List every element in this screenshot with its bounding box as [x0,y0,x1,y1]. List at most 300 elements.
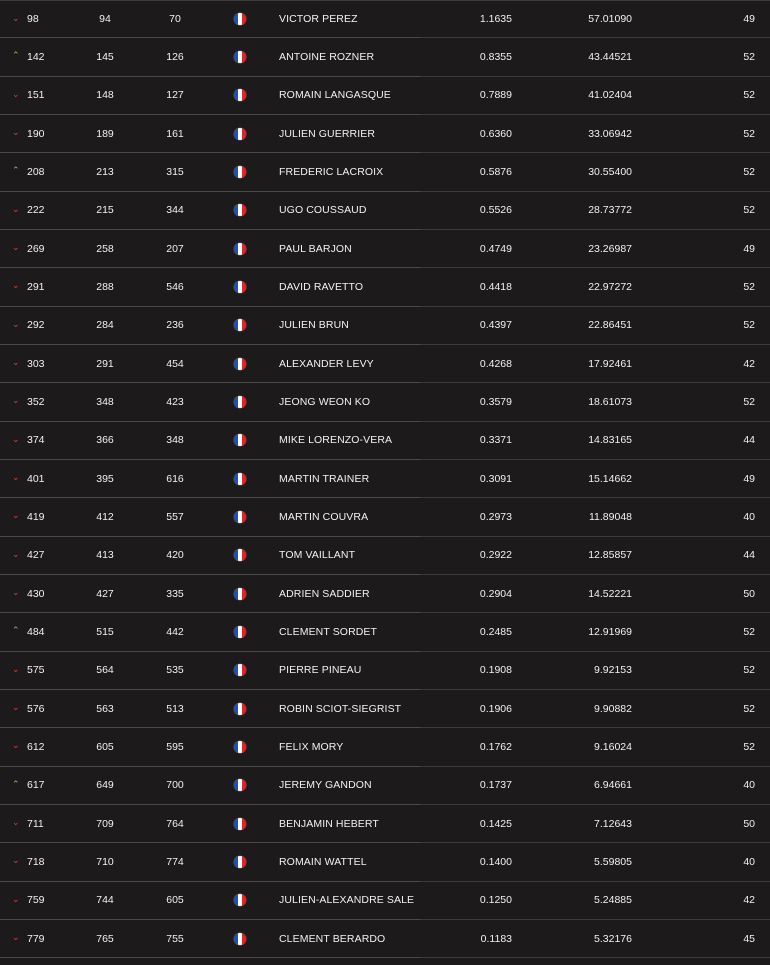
average-points: 0.2973 [479,510,512,523]
rank-cell [12,882,72,919]
rank-value: 576 [27,702,45,715]
total-points: 9.92153 [594,664,632,677]
average-points: 0.4418 [479,280,512,293]
france-flag-icon [234,473,246,485]
table-row[interactable] [0,843,770,881]
events-played: 49 [743,242,755,255]
flag-cell [232,307,248,344]
france-flag-icon [234,588,246,600]
france-flag-icon [234,856,246,868]
france-flag-icon [234,243,246,255]
france-flag-icon [234,204,246,216]
start-rank: 315 [166,165,184,178]
rank-value: 291 [27,280,45,293]
previous-rank: 94 [99,13,111,26]
rank-value: 427 [27,549,45,562]
table-row[interactable] [0,690,770,728]
previous-rank: 605 [96,740,114,753]
france-flag-icon [234,933,246,945]
rank-cell [12,345,72,382]
previous-rank: 366 [96,434,114,447]
events-played: 44 [743,434,755,447]
previous-rank: 284 [96,319,114,332]
previous-rank: 145 [96,50,114,63]
flag-cell [232,345,248,382]
chevron-down-icon: ⌄ [12,358,20,369]
start-rank: 755 [166,932,184,945]
rank-cell [12,1,72,37]
average-points: 0.6360 [479,127,512,140]
table-row[interactable] [0,268,770,306]
player-name-link[interactable]: UGO COUSSAUD [279,204,367,217]
previous-rank: 413 [96,549,114,562]
table-row[interactable] [0,153,770,191]
total-points: 17.92461 [588,357,632,370]
player-name-link[interactable]: JULIEN GUERRIER [279,127,376,140]
rank-cell [12,843,72,880]
rank-cell [12,153,72,190]
france-flag-icon [234,13,246,25]
total-points: 22.86451 [588,319,632,332]
player-name-link[interactable]: JEREMY GANDON [279,779,372,792]
rank-cell [12,613,72,650]
rank-cell [12,575,72,612]
rank-cell [12,307,72,344]
events-played: 49 [743,472,755,485]
player-name-link[interactable]: DAVID RAVETTO [279,280,364,293]
start-rank: 207 [166,242,184,255]
previous-rank: 765 [96,932,114,945]
rank-value: 484 [27,625,45,638]
player-name-link[interactable]: ALEXANDER LEVY [279,357,374,370]
rank-cell [12,460,72,497]
total-points: 12.85857 [588,549,632,562]
average-points: 0.1906 [479,702,512,715]
total-points: 5.24885 [594,894,632,907]
events-played: 52 [743,204,755,217]
total-points: 5.32176 [594,932,632,945]
start-rank: 70 [169,13,181,26]
average-points: 0.7889 [479,89,512,102]
total-points: 5.59805 [594,855,632,868]
average-points: 0.1400 [479,855,512,868]
rank-value: 208 [27,165,45,178]
rank-cell [12,230,72,267]
total-points: 14.83165 [588,434,632,447]
player-name-link[interactable]: MARTIN COUVRA [279,510,369,523]
flag-cell [232,153,248,190]
events-played: 49 [743,13,755,26]
average-points: 0.3579 [479,395,512,408]
rank-cell [12,767,72,804]
total-points: 41.02404 [588,89,632,102]
chevron-down-icon: ⌄ [12,894,20,905]
flag-cell [232,843,248,880]
average-points: 0.1908 [479,664,512,677]
rank-cell [12,77,72,114]
chevron-down-icon: ⌄ [12,549,20,560]
player-name-link[interactable]: FREDERIC LACROIX [279,165,384,178]
events-played: 45 [743,932,755,945]
table-row[interactable] [0,652,770,690]
average-points: 0.3091 [479,472,512,485]
events-played: 52 [743,319,755,332]
chevron-down-icon: ⌄ [12,818,20,829]
start-rank: 348 [166,434,184,447]
player-name-link[interactable]: FELIX MORY [279,740,344,753]
previous-rank: 288 [96,280,114,293]
flag-cell [232,230,248,267]
france-flag-icon [234,434,246,446]
rank-cell [12,192,72,229]
average-points: 0.8355 [479,50,512,63]
rank-cell [12,652,72,689]
table-row[interactable] [0,383,770,421]
chevron-down-icon: ⌄ [12,588,20,599]
france-flag-icon [234,894,246,906]
france-flag-icon [234,89,246,101]
events-played: 52 [743,702,755,715]
flag-cell [232,575,248,612]
total-points: 28.73772 [588,204,632,217]
flag-cell [232,498,248,535]
total-points: 57.01090 [588,13,632,26]
previous-rank: 649 [96,779,114,792]
flag-cell [232,767,248,804]
player-name-link[interactable]: PAUL BARJON [279,242,352,255]
flag-cell [232,77,248,114]
previous-rank: 395 [96,472,114,485]
average-points: 0.1737 [479,779,512,792]
total-points: 22.97272 [588,280,632,293]
chevron-down-icon: ⌄ [12,473,20,484]
france-flag-icon [234,396,246,408]
start-rank: 423 [166,395,184,408]
previous-rank: 515 [96,625,114,638]
average-points: 0.1425 [479,817,512,830]
player-name-link[interactable]: ROBIN SCIOT-SIEGRIST [279,702,402,715]
start-rank: 442 [166,625,184,638]
table-row[interactable] [0,38,770,76]
france-flag-icon [234,818,246,830]
france-flag-icon [234,549,246,561]
average-points: 0.5526 [479,204,512,217]
player-name-link[interactable]: MIKE LORENZO-VERA [279,434,393,447]
total-points: 11.89048 [588,510,632,523]
rank-value: 151 [27,89,45,102]
total-points: 30.55400 [588,165,632,178]
table-row[interactable] [0,575,770,613]
rank-value: 718 [27,855,45,868]
flag-cell [232,920,248,957]
previous-rank: 213 [96,165,114,178]
table-row[interactable] [0,230,770,268]
start-rank: 127 [166,89,184,102]
player-name-link[interactable]: JULIEN BRUN [279,319,349,332]
total-points: 33.06942 [588,127,632,140]
table-row[interactable] [0,805,770,843]
events-played: 42 [743,894,755,907]
rank-value: 190 [27,127,45,140]
france-flag-icon [234,626,246,638]
chevron-down-icon: ⌄ [12,933,20,944]
start-rank: 764 [166,817,184,830]
player-name-link[interactable]: ADRIEN SADDIER [279,587,370,600]
france-flag-icon [234,319,246,331]
average-points: 0.4749 [479,242,512,255]
rank-cell [12,38,72,75]
events-played: 52 [743,395,755,408]
flag-cell [232,38,248,75]
total-points: 9.16024 [594,740,632,753]
chevron-up-icon: ⌃ [12,51,20,62]
average-points: 0.1762 [479,740,512,753]
rank-value: 352 [27,395,45,408]
france-flag-icon [234,281,246,293]
france-flag-icon [234,51,246,63]
rank-value: 711 [27,817,44,830]
start-rank: 605 [166,894,184,907]
chevron-up-icon: ⌃ [12,626,20,637]
flag-cell [232,805,248,842]
rank-cell [12,805,72,842]
events-played: 50 [743,587,755,600]
flag-cell [232,1,248,37]
start-rank: 595 [166,740,184,753]
start-rank: 454 [166,357,184,370]
player-name-link[interactable]: CLEMENT SORDET [279,625,378,638]
events-played: 52 [743,280,755,293]
rank-cell [12,728,72,765]
flag-cell [232,422,248,459]
table-row[interactable] [0,920,770,958]
start-rank: 513 [166,702,184,715]
player-name-link[interactable]: JULIEN-ALEXANDRE SALE [279,894,415,907]
chevron-down-icon: ⌄ [12,856,20,867]
events-played: 52 [743,50,755,63]
start-rank: 774 [166,855,184,868]
previous-rank: 744 [96,894,114,907]
flag-cell [232,882,248,919]
average-points: 0.3371 [479,434,512,447]
france-flag-icon [234,166,246,178]
chevron-down-icon: ⌄ [12,204,20,215]
flag-cell [232,192,248,229]
previous-rank: 215 [96,204,114,217]
table-row[interactable] [0,115,770,153]
flag-cell [232,268,248,305]
table-row[interactable] [0,882,770,920]
rank-value: 617 [27,779,45,792]
previous-rank: 710 [96,855,114,868]
table-row[interactable] [0,307,770,345]
events-played: 50 [743,817,755,830]
previous-rank: 427 [96,587,114,600]
chevron-down-icon: ⌄ [12,128,20,139]
previous-rank: 148 [96,89,114,102]
total-points: 9.90882 [594,702,632,715]
rank-cell [12,498,72,535]
player-name-link[interactable]: ROMAIN WATTEL [279,855,367,868]
flag-cell [232,537,248,574]
events-played: 40 [743,779,755,792]
rank-value: 401 [27,472,45,485]
average-points: 0.1250 [479,894,512,907]
events-played: 52 [743,165,755,178]
events-played: 52 [743,127,755,140]
rank-value: 292 [27,319,45,332]
average-points: 0.2904 [479,587,512,600]
player-name-link[interactable]: MARTIN TRAINER [279,472,370,485]
rank-cell [12,422,72,459]
events-played: 40 [743,855,755,868]
rank-cell [12,537,72,574]
average-points: 0.5876 [479,165,512,178]
rank-value: 612 [27,740,45,753]
total-points: 18.61073 [588,395,632,408]
chevron-up-icon: ⌃ [12,166,20,177]
flag-cell [232,383,248,420]
rank-cell [12,920,72,957]
chevron-down-icon: ⌄ [12,741,20,752]
rank-value: 575 [27,664,45,677]
chevron-down-icon: ⌄ [12,396,20,407]
table-row[interactable] [0,498,770,536]
chevron-down-icon: ⌄ [12,434,20,445]
previous-rank: 258 [96,242,114,255]
start-rank: 535 [166,664,184,677]
rank-value: 419 [27,510,45,523]
player-name-link[interactable]: BENJAMIN HEBERT [279,817,379,830]
flag-cell [232,652,248,689]
total-points: 12.91969 [588,625,632,638]
flag-cell [232,460,248,497]
table-row[interactable] [0,728,770,766]
rank-value: 779 [27,932,45,945]
flag-cell [232,115,248,152]
rank-cell [12,115,72,152]
previous-rank: 348 [96,395,114,408]
rank-value: 142 [27,50,45,63]
chevron-down-icon: ⌄ [12,13,20,24]
events-played: 52 [743,740,755,753]
table-row[interactable] [0,77,770,115]
total-points: 7.12643 [594,817,632,830]
chevron-down-icon: ⌄ [12,281,20,292]
player-name-link[interactable]: CLEMENT BERARDO [279,932,386,945]
average-points: 0.4268 [479,357,512,370]
previous-rank: 709 [96,817,114,830]
previous-rank: 189 [96,127,114,140]
average-points: 0.2922 [479,549,512,562]
start-rank: 161 [166,127,184,140]
table-row[interactable] [0,613,770,651]
chevron-down-icon: ⌄ [12,664,20,675]
chevron-down-icon: ⌄ [12,243,20,254]
rank-value: 222 [27,204,45,217]
chevron-down-icon: ⌄ [12,511,20,522]
events-played: 40 [743,510,755,523]
rank-value: 303 [27,357,45,370]
table-row[interactable] [0,460,770,498]
average-points: 0.1183 [480,932,512,945]
average-points: 1.1635 [479,13,512,26]
france-flag-icon [234,703,246,715]
previous-rank: 564 [96,664,114,677]
start-rank: 126 [166,50,184,63]
chevron-down-icon: ⌄ [12,703,20,714]
start-rank: 546 [166,280,184,293]
start-rank: 700 [166,779,184,792]
player-name-link[interactable]: ROMAIN LANGASQUE [279,89,391,102]
player-name-link[interactable]: VICTOR PEREZ [279,13,358,26]
france-flag-icon [234,511,246,523]
player-name-link[interactable]: TOM VAILLANT [279,549,356,562]
events-played: 52 [743,664,755,677]
rank-value: 98 [27,13,39,26]
chevron-down-icon: ⌄ [12,319,20,330]
total-points: 14.52221 [588,587,632,600]
previous-rank: 291 [96,357,114,370]
events-played: 42 [743,357,755,370]
table-row[interactable] [0,767,770,805]
total-points: 15.14662 [588,472,632,485]
table-row[interactable] [0,537,770,575]
flag-cell [232,613,248,650]
rank-cell [12,383,72,420]
rank-cell [12,268,72,305]
rank-value: 374 [27,434,45,447]
rank-value: 430 [27,587,45,600]
average-points: 0.4397 [479,319,512,332]
table-row[interactable] [0,345,770,383]
total-points: 6.94661 [594,779,632,792]
events-played: 52 [743,625,755,638]
player-name-link[interactable]: ANTOINE ROZNER [279,50,375,63]
rank-value: 269 [27,242,45,255]
previous-rank: 412 [96,510,114,523]
total-points: 23.26987 [588,242,632,255]
flag-cell [232,690,248,727]
start-rank: 557 [166,510,184,523]
table-row[interactable] [0,192,770,230]
table-row[interactable] [0,422,770,460]
flag-cell [232,728,248,765]
france-flag-icon [234,358,246,370]
start-rank: 420 [166,549,184,562]
france-flag-icon [234,741,246,753]
table-row[interactable] [0,0,770,38]
start-rank: 616 [166,472,184,485]
start-rank: 236 [166,319,184,332]
chevron-down-icon: ⌄ [12,89,20,100]
player-name-link[interactable]: PIERRE PINEAU [279,664,362,677]
france-flag-icon [234,664,246,676]
rank-value: 759 [27,894,45,907]
average-points: 0.2485 [479,625,512,638]
france-flag-icon [234,128,246,140]
events-played: 44 [743,549,755,562]
chevron-up-icon: ⌃ [12,779,20,790]
france-flag-icon [234,779,246,791]
total-points: 43.44521 [588,50,632,63]
events-played: 52 [743,89,755,102]
start-rank: 344 [166,204,184,217]
start-rank: 335 [166,587,184,600]
rank-cell [12,690,72,727]
player-name-link[interactable]: JEONG WEON KO [279,395,371,408]
previous-rank: 563 [96,702,114,715]
